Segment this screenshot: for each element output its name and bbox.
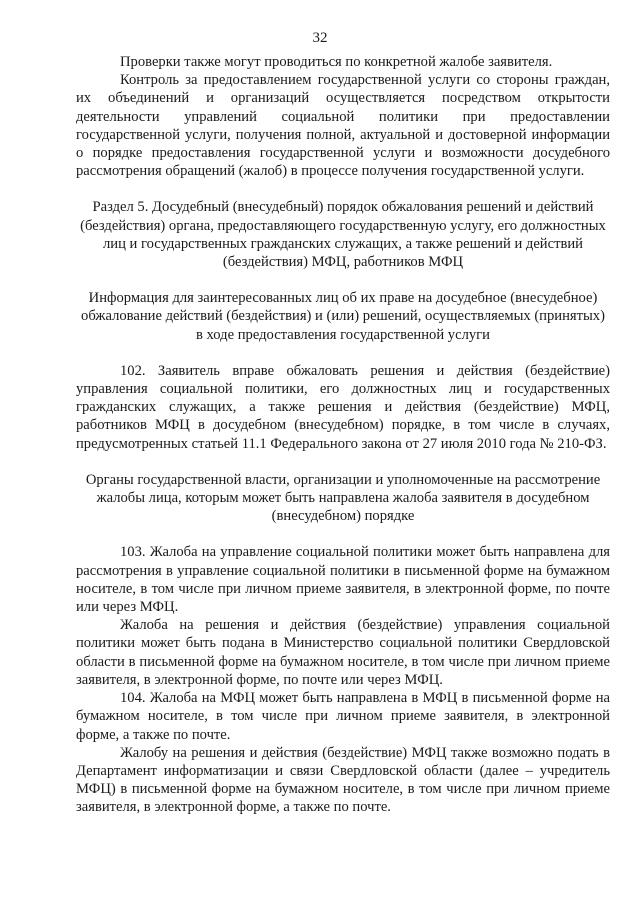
page-number: 32	[312, 30, 328, 46]
info-heading: Информация для заинтересованных лиц об их праве на досудебное (внесудебное) обжалование действий (бездействия) и (или) решений, осуществляемых (принятых) в ходе предоставления государственной услуги	[81, 290, 605, 343]
page-content	[76, 53, 610, 817]
section-5-heading: Раздел 5. Досудебный (внесудебный) порядок обжалования решений и действий (бездействия) органа, предоставляющего государственную услугу, его должностных лиц и государственных гражданских служащих, а также решений и действий (бездействия) МФЦ, работников МФЦ	[80, 199, 606, 271]
paragraph-104-founder: Жалобу на решения и действия (бездействие) МФЦ также возможно подать в Департамент информатизации и связи Свердловской области (далее – учредитель МФЦ) в письменной форме на бумажном носителе, в том числе при личном приеме заявителя, в электронной форме, а также по почте.	[76, 744, 610, 816]
organs-heading: Органы государственной власти, организации и уполномоченные на рассмотрение жалобы лица, которым может быть направлена жалоба заявителя в досудебном (внесудебном) порядке	[85, 471, 601, 525]
paragraph-inspections: Проверки также могут проводиться по конкретной жалобе заявителя.	[120, 54, 553, 70]
paragraph-103-ministry: Жалоба на решения и действия (бездействие) управления социальной политики может быть подана в Министерство социальной политики Свердловской области в письменной форме на бумажном носителе, в том числе при личном приеме заявителя, в электронной форме, по почте или через МФЦ.	[76, 617, 610, 688]
paragraph-102: 102. Заявитель вправе обжаловать решения и действия (бездействие) управления социальной политики, его должностных лиц и государственных гражданских служащих, а также решения и действия (бездействие) МФЦ, работников МФЦ в досудебном (внесудебном) порядке, в том числе в случаях, предусмотренных статьей 11.1 Федерального закона от 27 июля 2010 года № 210-ФЗ.	[76, 362, 610, 452]
paragraph-control: Контроль за предоставлением государственной услуги со стороны граждан, их объединений и организаций осуществляется посредством открытости деятельности управлений социальной политики при предоставлении государственной услуги, получения полной, актуальной и достоверной информации о порядке предоставления государственной услуги и возможности досудебного рассмотрения обращений (жалоб) в процессе получения государственной услуги.	[76, 72, 610, 180]
paragraph-103: 103. Жалоба на управление социальной политики может быть направлена для рассмотрения в управление социальной политики в письменной форме на бумажном носителе, в том числе при личном приеме заявителя, в электронной форме, по почте или через МФЦ.	[76, 544, 610, 616]
paragraph-104: 104. Жалоба на МФЦ может быть направлена в МФЦ в письменной форме на бумажном носителе, в том числе при личном приеме заявителя, в электронной форме, а также по почте.	[76, 690, 610, 743]
